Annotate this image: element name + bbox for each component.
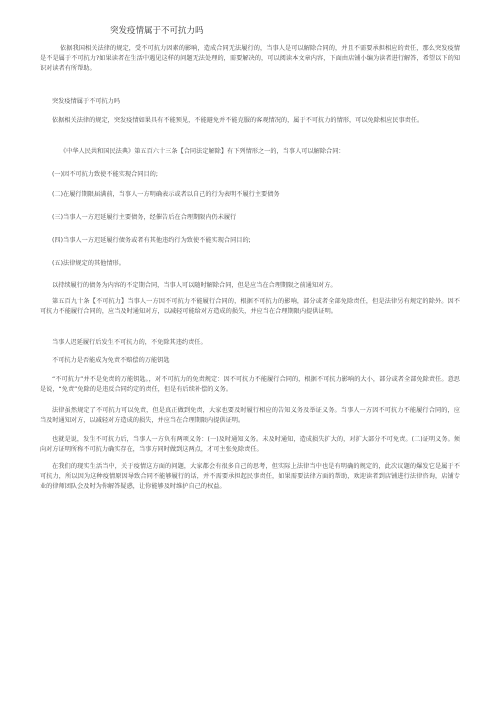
list-item-4: (四)当事人一方迟延履行债务或者有其他违约行为致使不能实现合同目的; (52, 237, 251, 244)
document-title: 突发疫情属于不可抗力吗 (110, 26, 204, 36)
paragraph-definition: 依据相关法律的规定，突发疫情如果具有不能预见，不能避免并不能克服的客观情况的，属于不可抗力的情形，可以免除相应民事责任。 (52, 117, 424, 124)
paragraph-intro: 依据我国相关法律的规定，受不可抗力因素的影响，造成合同无法履行的，当事人是可以解除合同的，并且不需要承担相应的责任，那么突发疫情是不是属于不可抗力?如果读者在生活中遇见这样的问题无法处理的，需要解决的，可以阅读本文章内容，下面由店铺小编为读者进行解答，希望以下的知识对读者有所帮助。 (40, 45, 460, 72)
paragraph-article-590: 第五百九十条【不可抗力】当事人一方因不可抗力不能履行合同的，根据不可抗力的影响，部分或者全部免除责任，但是法律另有规定的除外。因不可抗力不能履行合同的，应当及时通知对方，以减轻可能给对方造成的损失，并应当在合理期限内提供证明。 (40, 298, 460, 315)
paragraph-indefinite-contract: 以持续履行的债务为内容的不定期合同，当事人可以随时解除合同，但是应当在合理期限之前通知对方。 (52, 282, 337, 289)
section-heading-2: 不可抗力是否能成为免责不赔偿的万能钥匙 (52, 357, 170, 364)
section-heading: 突发疫情属于不可抗力吗 (52, 98, 121, 105)
list-item-2: (二)在履行期限届满前，当事人一方明确表示或者以自己的行为表明不履行主要债务 (52, 191, 280, 198)
list-item-1: (一)因不可抗力致使不能实现合同目的; (52, 171, 158, 178)
paragraph-delay: 当事人迟延履行后发生不可抗力的，不免除其违约责任。 (52, 339, 207, 346)
paragraph-obligations: 法律虽然规定了不可抗力可以免责，但是真正做到免责，大家也要及时履行相应的告知义务及举证义务。当事人一方因不可抗力不能履行合同的，应当及时通知对方，以减轻对方造成的损失，并应当在合理期限内提供证明。 (40, 407, 460, 424)
paragraph-not-master-key: “不可抗力”并不是免责的万能钥匙。，对不可抗力的免责规定：因不可抗力不能履行合同的，根据不可抗力影响的大小，部分或者全部免除责任。意思是说，“免责”免除的是违反合同约定的责任，但是有后续补偿的义务。 (40, 376, 460, 393)
paragraph-conclusion: 在我们的现实生活当中，关于疫情这方面的问题，大家都会有很多自己的思考，但实际上法律当中也是有明确的规定的，此次议题的爆发它是属于不可抗力，所以因为这种疫情原因导致合同不能够履行的话，并不需要承担起民事责任，如果需要法律方面的帮助，欢迎读者到店铺进行法律咨询，店铺专业的律师团队会及时为你解答疑惑，让你能够及时维护自己的权益。 (40, 463, 460, 490)
list-item-5: (五)法律规定的其他情形。 (52, 260, 125, 267)
paragraph-law-citation: 《中华人民共和国民法典》第五百六十三条【合同法定解除】有下列情形之一的，当事人可以解除合同： (60, 148, 345, 155)
list-item-3: (三)当事人一方迟延履行主要债务，经催告后在合理期限内仍未履行 (52, 214, 237, 221)
paragraph-two-duties: 也就是说，发生不可抗力后，当事人一方负有两项义务：(一)及时通知义务。未及时通知，造成损失扩大的，对扩大部分不可免责。(二)证明义务。须向对方证明所称不可抗力确实存在，当事方同时做到这两点，才可主张免除责任。 (40, 436, 460, 453)
